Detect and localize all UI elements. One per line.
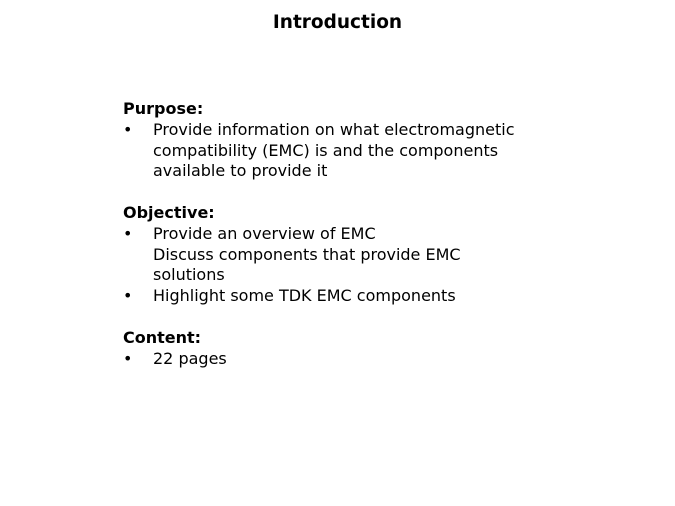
slide-title: Introduction [272, 12, 403, 33]
bullet-icon: • [123, 348, 133, 368]
purpose-section [123, 99, 643, 182]
objective-item-text: Provide an overview of EMC Discuss components that provide EMC solutions [153, 223, 461, 285]
list-item [123, 120, 643, 182]
objective-heading: Objective: [123, 202, 215, 222]
list-item [123, 224, 643, 286]
content-section [123, 328, 643, 370]
purpose-item-text: Provide information on what electromagnetic compatibility (EMC) is and the components available to provide it [153, 119, 515, 181]
purpose-heading: Purpose: [123, 99, 204, 118]
content-item-text: 22 pages [153, 348, 227, 368]
bullet-icon: • [123, 223, 133, 243]
list-item [123, 286, 643, 307]
bullet-icon: • [123, 119, 133, 139]
slide-content [123, 99, 643, 390]
bullet-icon: • [123, 286, 133, 306]
objective-section [123, 203, 643, 307]
content-heading: Content: [123, 327, 202, 347]
objective-item-text: Highlight some TDK EMC components [153, 286, 456, 306]
list-item [123, 349, 643, 370]
